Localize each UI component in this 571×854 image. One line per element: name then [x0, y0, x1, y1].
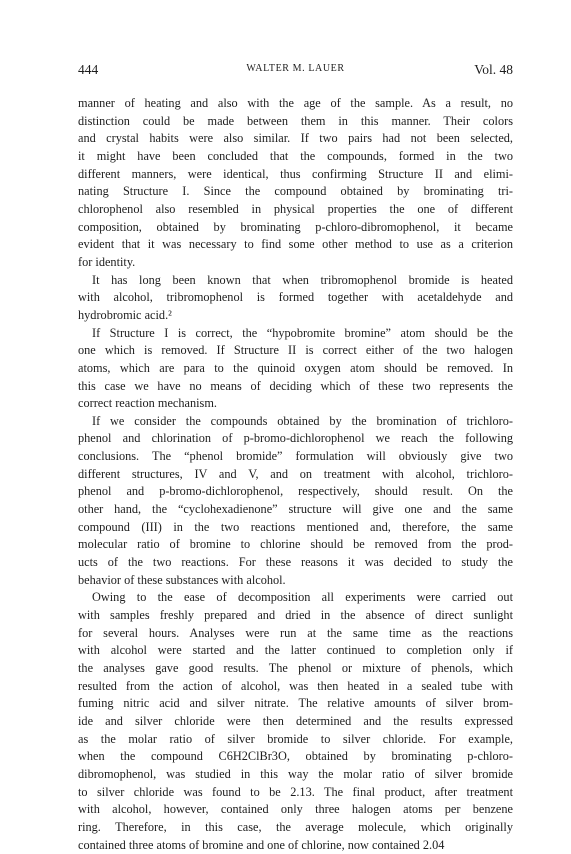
text-line: conclusions. The “phenol bromide” formulation will obviously give two	[78, 449, 513, 464]
text-line: phenol and chlorination of p-bromo-dichlorophenol we reach the following	[78, 431, 513, 446]
text-line: other hand, the “cyclohexadienone” structure will give one and the same	[78, 502, 513, 517]
paragraph	[78, 272, 513, 325]
paragraph	[78, 95, 513, 272]
text-line: composition, obtained by brominating p-chloro-dibromophenol, it became	[78, 219, 513, 234]
running-author: WALTER M. LAUER	[246, 63, 345, 74]
text-line: If Structure I is correct, the “hypobromite bromine” atom should be the	[92, 325, 513, 340]
text-line: with samples freshly prepared and dried in the absence of direct sunlight	[78, 608, 513, 623]
paragraph	[78, 413, 513, 590]
text-line: with alcohol, however, contained only three halogen atoms per benzene	[78, 802, 513, 817]
text-line: ring. Therefore, in this case, the average molecule, which originally	[78, 819, 513, 834]
text-line: chlorophenol also resembled in physical properties the one of different	[78, 201, 513, 216]
text-line: to silver chloride was found to be 2.13. The final product, after treatment	[78, 784, 513, 799]
text-line: atoms, which are para to the quinoid oxygen atom should be removed. In	[78, 360, 513, 375]
text-line: If we consider the compounds obtained by the bromination of trichloro-	[92, 413, 513, 428]
text-line: dibromophenol, was studied in this way the molar ratio of silver bromide	[78, 766, 513, 781]
text-line: it might have been concluded that the compounds, formed in the two	[78, 148, 513, 163]
text-line: compound (III) in the two reactions mentioned and, therefore, the same	[78, 519, 513, 534]
text-line: resulted from the action of alcohol, was then heated in a sealed tube with	[78, 678, 513, 693]
text-line: behavior of these substances with alcohol.	[78, 572, 286, 587]
text-line: manner of heating and also with the age of the sample. As a result, no	[78, 96, 513, 110]
text-line: contained three atoms of bromine and one of chlorine, now contained 2.04	[78, 837, 445, 852]
text-line: for several hours. Analyses were run at the same time as the reactions	[78, 625, 513, 640]
text-line: with alcohol were started and the latter continued to completion only if	[78, 643, 513, 658]
text-line: correct reaction mechanism.	[78, 396, 217, 411]
text-line: fuming nitric acid and silver nitrate. The relative amounts of silver brom-	[78, 696, 513, 711]
text-line: distinction could be made between them in this manner. Their colors	[78, 113, 513, 128]
text-line: It has long been known that when tribromophenol bromide is heated	[92, 272, 513, 287]
text-line: phenol and p-bromo-dichlorophenol, respectively, should result. On the	[78, 484, 513, 499]
text-line: evident that it was necessary to find some other method to use as a criterion	[78, 237, 513, 252]
paragraph	[78, 325, 513, 413]
text-line: ide and silver chloride were then determined and the results expressed	[78, 713, 513, 728]
text-line: different manners, were identical, thus confirming Structure II and elimi-	[78, 166, 513, 181]
text-line: ucts of the two reactions. For these reasons it was decided to study the	[78, 555, 513, 570]
text-line: this case we have no means of deciding which of these two represents the	[78, 378, 513, 393]
text-line: when the compound C6H2ClBr3O, obtained by brominating p-chloro-	[78, 749, 513, 764]
volume-label: Vol. 48	[474, 62, 513, 77]
text-line: nating Structure I. Since the compound obtained by brominating tri-	[78, 184, 513, 199]
text-line: for identity.	[78, 254, 136, 269]
text-line: different structures, IV and V, and on treatment with alcohol, trichloro-	[78, 466, 513, 481]
paragraph	[78, 589, 513, 854]
text-line: and crystal habits were also similar. If two pairs had not been selected,	[78, 131, 513, 146]
text-line: with alcohol, tribromophenol is formed together with acetaldehyde and	[78, 290, 513, 305]
text-line: the analyses gave good results. The phenol or mixture of phenols, which	[78, 661, 513, 675]
text-line: as the molar ratio of silver bromide to silver chloride. For example,	[78, 731, 513, 746]
text-line: one which is removed. If Structure II is correct either of the two halogen	[78, 343, 513, 358]
body-text	[78, 95, 513, 854]
text-line: molecular ratio of bromine to chlorine should be removed from the prod-	[78, 537, 513, 552]
page-number: 444	[78, 62, 99, 77]
running-header	[78, 62, 513, 80]
text-line: hydrobromic acid.²	[78, 307, 172, 322]
text-line: Owing to the ease of decomposition all experiments were carried out	[92, 590, 513, 605]
